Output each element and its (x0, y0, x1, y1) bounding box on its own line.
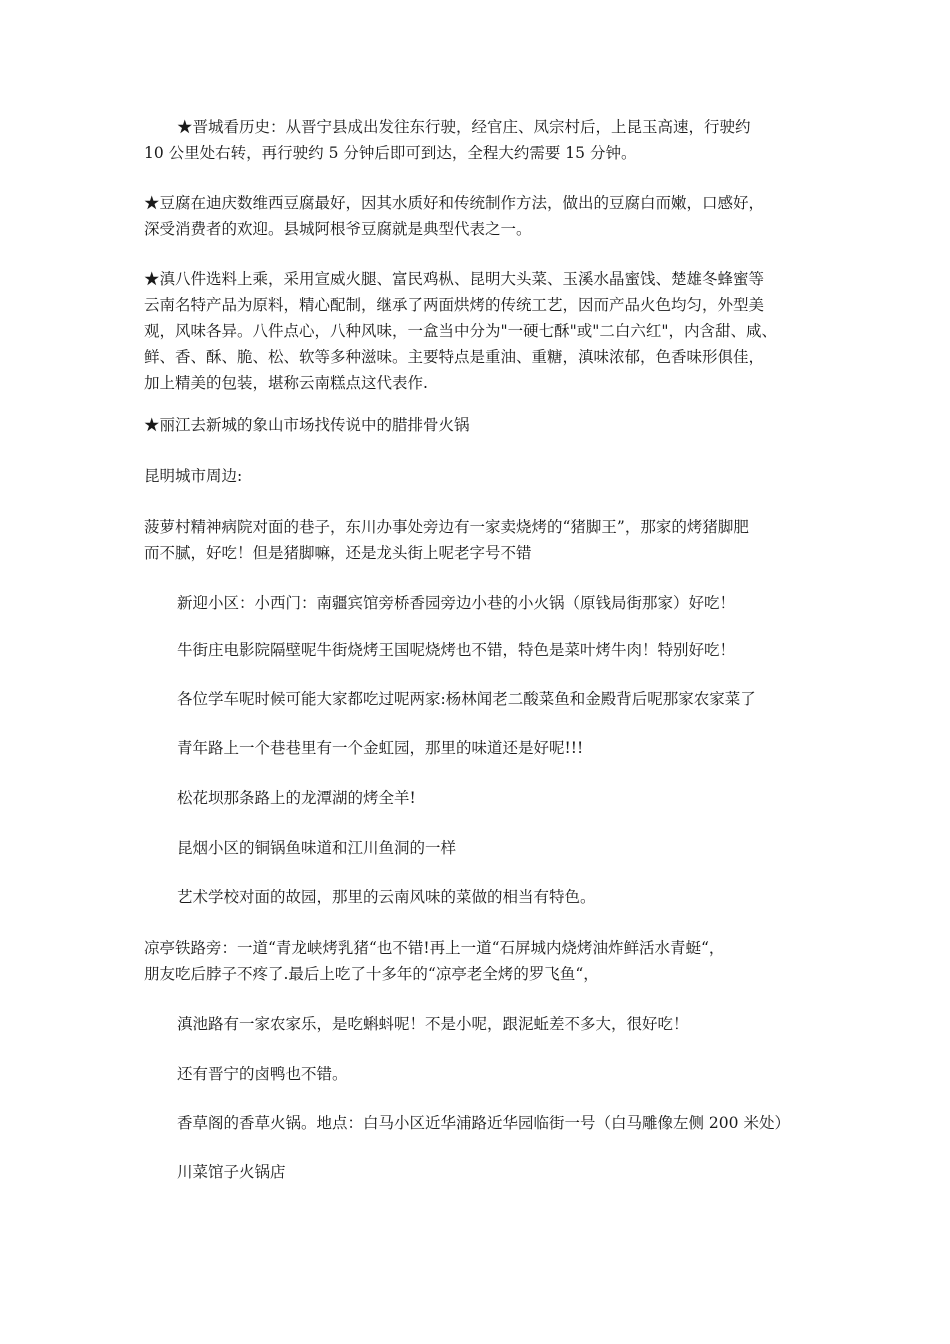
text-line: 而不腻，好吃！但是猪脚嘛，还是龙头街上呢老字号不错 (144, 544, 532, 562)
text-line: 青年路上一个巷巷里有一个金虹园，那里的味道还是好呢!!! (177, 739, 584, 757)
paragraph-jincheng-history (144, 114, 751, 166)
text-line: 昆烟小区的铜锅鱼味道和江川鱼洞的一样 (177, 839, 457, 857)
text-line: 鲜、香、酥、脆、松、软等多种滋味。主要特点是重油、重糖，滇味浓郁，色香味形俱佳， (144, 348, 765, 366)
paragraph-xinying-hotpot (177, 590, 735, 616)
paragraph-herb-hotpot (177, 1110, 790, 1136)
text-line: 各位学车呢时候可能大家都吃过呢两家:杨林闻老二酸菜鱼和金殿背后呢那家农家菜了 (177, 690, 756, 708)
paragraph-guyuan (177, 884, 596, 910)
text-line: ★晋城看历史：从晋宁县成出发往东行驶，经官庄、凤宗村后，上昆玉高速，行驶约 (177, 118, 751, 136)
text-line: 新迎小区：小西门：南疆宾馆旁桥香园旁边小巷的小火锅（原钱局街那家）好吃！ (177, 594, 736, 612)
paragraph-driving-school (177, 686, 756, 712)
text-line: 牛街庄电影院隔壁呢牛街烧烤王国呢烧烤也不错，特色是菜叶烤牛肉！特别好吃！ (177, 641, 736, 659)
text-line: 川菜馆子火锅店 (177, 1163, 286, 1181)
text-line: 艺术学校对面的故园，那里的云南风味的菜做的相当有特色。 (177, 888, 596, 906)
paragraph-copper-pot-fish (177, 835, 456, 861)
text-line: 还有晋宁的卤鸭也不错。 (177, 1065, 348, 1083)
paragraph-niujie-bbq (177, 637, 735, 663)
text-line: ★豆腐在迪庆数维西豆腐最好，因其水质好和传统制作方法，做出的豆腐白而嫩，口感好， (144, 194, 765, 212)
paragraph-dian-bajian (144, 266, 777, 396)
section-heading-kunming-surroundings (144, 463, 242, 489)
text-line: 加上精美的包装，堪称云南糕点这代表作. (144, 374, 428, 392)
paragraph-liangting-railway (144, 935, 724, 987)
paragraph-diqing-tofu (144, 190, 764, 242)
text-line: 松花坝那条路上的龙潭湖的烤全羊! (177, 789, 416, 807)
text-line: 菠萝村精神病院对面的巷子，东川办事处旁边有一家卖烧烤的“猪脚王”，那家的烤猪脚肥 (144, 518, 749, 536)
paragraph-roast-lamb (177, 785, 416, 811)
paragraph-dianchi-farmhouse (177, 1011, 689, 1037)
text-line: 云南名特产品为原料，精心配制，继承了两面烘烤的传统工艺，因而产品火色均匀，外型美 (144, 296, 765, 314)
text-line: ★丽江去新城的象山市场找传说中的腊排骨火锅 (144, 416, 470, 434)
text-line: 朋友吃后脖子不疼了.最后上吃了十多年的“凉亭老全烤的罗飞鱼“， (144, 965, 599, 983)
paragraph-jinning-duck (177, 1061, 348, 1087)
paragraph-lijiang-hotpot (144, 412, 470, 438)
text-line: 昆明城市周边: (144, 467, 243, 485)
paragraph-jinhong-garden (177, 735, 583, 761)
text-line: 10 公里处右转，再行驶约 5 分钟后即可到达，全程大约需要 15 分钟。 (144, 144, 637, 162)
text-line: ★滇八件选料上乘，采用宣威火腿、富民鸡枞、昆明大头菜、玉溪水晶蜜饯、楚雄冬蜂蜜等 (144, 270, 765, 288)
text-line: 深受消费者的欢迎。县城阿根爷豆腐就是典型代表之一。 (144, 220, 532, 238)
paragraph-pig-trotter-king (144, 514, 749, 566)
text-line: 滇池路有一家农家乐，是吃蝌蚪呢！不是小呢，跟泥蚯差不多大，很好吃！ (177, 1015, 689, 1033)
text-line: 凉亭铁路旁：一道“青龙峡烤乳猪“也不错!再上一道“石屏城内烧烤油炸鲜活水青蜓“， (144, 939, 725, 957)
text-line: 香草阁的香草火锅。地点：白马小区近华浦路近华园临街一号（白马雕像左侧 200 米处） (177, 1114, 790, 1132)
paragraph-sichuan-hotpot (177, 1159, 286, 1185)
text-line: 观，风味各异。八件点心，八种风味，一盒当中分为"一硬七酥"或"二白六红"，内含甜、咸、 (144, 322, 778, 340)
